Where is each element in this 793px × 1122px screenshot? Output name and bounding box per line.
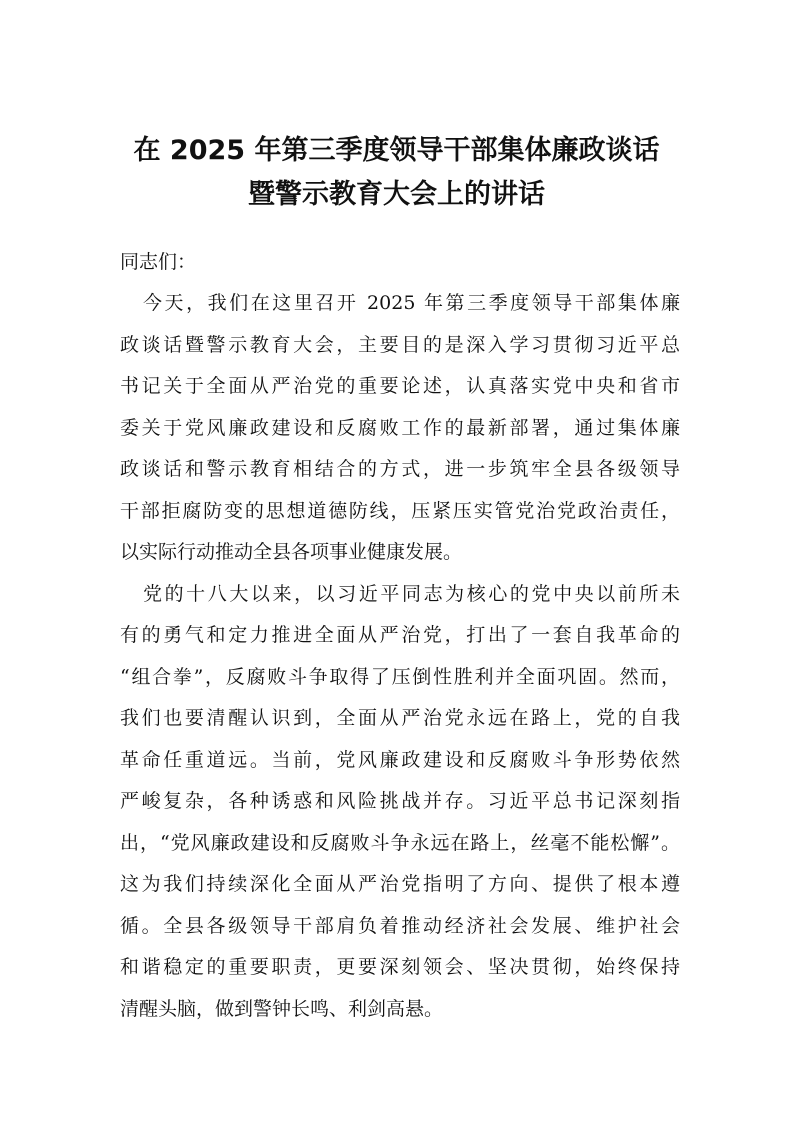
paragraph-1-line: 政谈话暨警示教育大会，主要目的是深入学习贯彻习近平总 (120, 333, 680, 356)
salutation: 同志们： (120, 251, 197, 273)
paragraph-1-line: 干部拒腐防变的思想道德防线，压紧压实管党治党政治责任， (120, 499, 680, 522)
paragraph-2-line: “组合拳”，反腐败斗争取得了压倒性胜利并全面巩固。然而， (120, 665, 680, 688)
paragraph-2-line: 这为我们持续深化全面从严治党指明了方向、提供了根本遵 (120, 873, 680, 895)
paragraph-1-line: 委关于党风廉政建设和反腐败工作的最新部署，通过集体廉 (120, 416, 680, 439)
paragraph-2-line: 出，“党风廉政建设和反腐败斗争永远在路上，丝毫不能松懈”。 (120, 831, 680, 854)
paragraph-2-line: 革命任重道远。当前，党风廉政建设和反腐败斗争形势依然 (120, 748, 680, 771)
paragraph-1-line: 以实际行动推动全县各项事业健康发展。 (120, 541, 463, 563)
paragraph-1-line: 今天，我们在这里召开 2025 年第三季度领导干部集体廉 (143, 292, 680, 314)
paragraph-2-line: 有的勇气和定力推进全面从严治党，打出了一套自我革命的 (120, 624, 680, 646)
paragraph-2-line: 党的十八大以来，以习近平同志为核心的党中央以前所未 (143, 582, 680, 605)
paragraph-2-line: 我们也要清醒认识到，全面从严治党永远在路上，党的自我 (120, 707, 680, 729)
paragraph-2-line: 循。全县各级领导干部肩负着推动经济社会发展、维护社会 (120, 914, 680, 937)
document-title-line-1: 在 2025 年第三季度领导干部集体廉政谈话 (133, 135, 660, 166)
paragraph-1-line: 书记关于全面从严治党的重要论述，认真落实党中央和省市 (120, 375, 680, 397)
paragraph-2-line: 严峻复杂，各种诱惑和风险挑战并存。习近平总书记深刻指 (120, 790, 680, 812)
document-title-line-2: 暨警示教育大会上的讲话 (248, 179, 545, 210)
paragraph-1-line: 政谈话和警示教育相结合的方式，进一步筑牢全县各级领导 (120, 458, 680, 480)
paragraph-2-line: 和谐稳定的重要职责，更要深刻领会、坚决贯彻，始终保持 (120, 956, 680, 978)
paragraph-2-line: 清醒头脑，做到警钟长鸣、利剑高悬。 (120, 997, 444, 1020)
